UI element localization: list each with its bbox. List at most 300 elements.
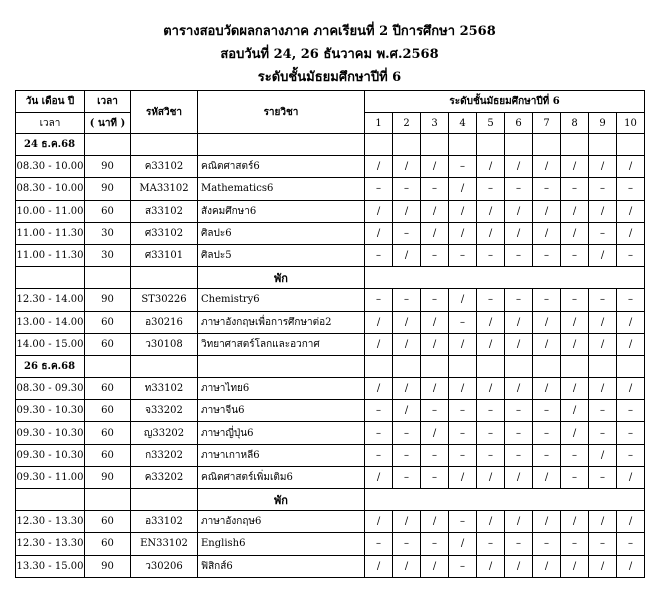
class-mark: / (421, 422, 449, 444)
class-mark: / (505, 511, 533, 533)
title-line-3: ระดับชั้นมัธยมศึกษาปีที่ 6 (257, 70, 402, 85)
class-mark: – (589, 400, 617, 422)
class-mark: – (477, 244, 505, 266)
class-number-header: 3 (421, 113, 449, 134)
class-mark: / (365, 222, 393, 244)
empty-cell (131, 355, 198, 377)
class-mark: – (421, 533, 449, 555)
exam-schedule-table (15, 90, 645, 578)
class-mark: – (393, 466, 421, 488)
class-mark: / (561, 400, 589, 422)
class-mark: / (449, 378, 477, 400)
class-mark: / (505, 333, 533, 355)
exam-time: 08.30 - 10.00 (16, 178, 85, 200)
subject-code: ST30226 (131, 289, 198, 311)
class-mark: / (393, 244, 421, 266)
subject-name: ฟิสิกส์6 (198, 555, 365, 577)
empty-cell (589, 355, 617, 377)
empty-cell (617, 134, 645, 156)
exam-duration: 90 (85, 555, 131, 577)
class-mark: – (505, 244, 533, 266)
class-mark: / (505, 222, 533, 244)
exam-duration: 60 (85, 400, 131, 422)
class-mark: – (533, 533, 561, 555)
subject-name: ภาษาไทย6 (198, 378, 365, 400)
class-mark: / (561, 378, 589, 400)
exam-time: 08.30 - 10.00 (16, 156, 85, 178)
exam-duration: 30 (85, 222, 131, 244)
class-mark: – (477, 422, 505, 444)
class-mark: – (533, 422, 561, 444)
exam-time: 09.30 - 10.30 (16, 422, 85, 444)
exam-row (16, 400, 645, 422)
class-mark: – (617, 533, 645, 555)
subject-code: ว30206 (131, 555, 198, 577)
class-mark: / (561, 200, 589, 222)
exam-duration: 60 (85, 333, 131, 355)
class-mark: / (589, 311, 617, 333)
class-mark: / (477, 466, 505, 488)
class-mark: / (365, 311, 393, 333)
exam-duration: 60 (85, 422, 131, 444)
class-mark: / (533, 511, 561, 533)
subject-code: อ33102 (131, 511, 198, 533)
break-label: พัก (198, 267, 365, 289)
class-mark: / (561, 422, 589, 444)
exam-time: 09.30 - 10.30 (16, 400, 85, 422)
subject-code: ก33202 (131, 444, 198, 466)
class-mark: / (617, 466, 645, 488)
exam-time: 14.00 - 15.00 (16, 333, 85, 355)
class-mark: / (365, 333, 393, 355)
empty-level-cell (365, 489, 645, 511)
subject-code: อ30216 (131, 311, 198, 333)
class-mark: / (617, 333, 645, 355)
class-mark: / (477, 555, 505, 577)
class-mark: / (589, 333, 617, 355)
schedule-titles (0, 20, 659, 89)
class-mark: – (449, 311, 477, 333)
class-mark: – (421, 178, 449, 200)
exam-row (16, 289, 645, 311)
empty-cell (131, 267, 198, 289)
schedule-body (16, 134, 645, 578)
exam-duration: 60 (85, 378, 131, 400)
class-mark: / (533, 555, 561, 577)
title-line-1: ตารางสอบวัดผลกลางภาค ภาคเรียนที่ 2 ปีการศึกษา 2568 (163, 24, 496, 39)
empty-cell (477, 355, 505, 377)
exam-row (16, 444, 645, 466)
exam-row (16, 200, 645, 222)
break-row (16, 267, 645, 289)
class-mark: – (561, 444, 589, 466)
class-mark: / (589, 156, 617, 178)
class-mark: / (617, 555, 645, 577)
class-mark: / (533, 378, 561, 400)
date-row (16, 355, 645, 377)
exam-time: 10.00 - 11.00 (16, 200, 85, 222)
class-mark: / (533, 222, 561, 244)
empty-cell (393, 134, 421, 156)
class-mark: / (589, 378, 617, 400)
subject-code: ญ33202 (131, 422, 198, 444)
empty-cell (16, 489, 85, 511)
class-mark: / (393, 333, 421, 355)
class-mark: / (449, 222, 477, 244)
class-mark: – (393, 222, 421, 244)
class-mark: – (561, 466, 589, 488)
empty-cell (505, 355, 533, 377)
class-mark: / (393, 311, 421, 333)
subject-name: Mathematics6 (198, 178, 365, 200)
subject-code: ศ33101 (131, 244, 198, 266)
exam-row (16, 511, 645, 533)
class-mark: – (365, 289, 393, 311)
exam-duration: 90 (85, 156, 131, 178)
class-mark: / (505, 378, 533, 400)
class-mark: / (589, 244, 617, 266)
class-mark: / (449, 333, 477, 355)
exam-row (16, 311, 645, 333)
exam-row (16, 156, 645, 178)
exam-duration: 60 (85, 200, 131, 222)
class-mark: – (617, 400, 645, 422)
empty-cell (198, 134, 365, 156)
class-mark: – (477, 444, 505, 466)
class-mark: / (617, 311, 645, 333)
empty-cell (16, 267, 85, 289)
exam-duration: 60 (85, 444, 131, 466)
class-mark: / (561, 333, 589, 355)
class-number-header: 6 (505, 113, 533, 134)
class-mark: / (617, 156, 645, 178)
break-label: พัก (198, 489, 365, 511)
class-mark: – (589, 422, 617, 444)
empty-cell (589, 134, 617, 156)
title-line-2: สอบวันที่ 24, 26 ธันวาคม พ.ศ.2568 (220, 47, 439, 62)
class-mark: – (449, 511, 477, 533)
exam-time: 09.30 - 10.30 (16, 444, 85, 466)
class-mark: / (505, 200, 533, 222)
subject-name: ภาษาเกาหลี6 (198, 444, 365, 466)
header-minutes: ( นาที ) (85, 113, 131, 134)
class-mark: – (477, 178, 505, 200)
class-mark: / (421, 200, 449, 222)
class-mark: – (449, 444, 477, 466)
class-mark: – (617, 178, 645, 200)
class-number-header: 5 (477, 113, 505, 134)
class-mark: – (505, 422, 533, 444)
class-mark: / (505, 311, 533, 333)
class-mark: – (505, 400, 533, 422)
exam-row (16, 533, 645, 555)
class-mark: / (477, 200, 505, 222)
subject-code: ค33202 (131, 466, 198, 488)
class-mark: / (561, 311, 589, 333)
class-mark: / (505, 555, 533, 577)
exam-time: 13.00 - 14.00 (16, 311, 85, 333)
exam-time: 11.00 - 11.30 (16, 244, 85, 266)
date-row (16, 134, 645, 156)
class-mark: / (477, 511, 505, 533)
class-mark: / (617, 378, 645, 400)
exam-time: 13.30 - 15.00 (16, 555, 85, 577)
subject-name: ภาษาอังกฤษ6 (198, 511, 365, 533)
header-time: เวลา (16, 113, 85, 134)
class-mark: – (561, 289, 589, 311)
empty-cell (131, 489, 198, 511)
exam-row (16, 244, 645, 266)
class-number-header: 8 (561, 113, 589, 134)
class-mark: – (393, 289, 421, 311)
class-mark: – (449, 422, 477, 444)
class-mark: / (421, 156, 449, 178)
empty-cell (365, 355, 393, 377)
class-mark: / (561, 222, 589, 244)
subject-code: ค33102 (131, 156, 198, 178)
empty-cell (421, 134, 449, 156)
class-mark: / (533, 156, 561, 178)
empty-cell (421, 355, 449, 377)
class-mark: / (393, 511, 421, 533)
empty-cell (85, 134, 131, 156)
exam-time: 12.30 - 13.30 (16, 511, 85, 533)
class-mark: – (365, 533, 393, 555)
class-mark: – (421, 244, 449, 266)
subject-name: English6 (198, 533, 365, 555)
exam-duration: 90 (85, 178, 131, 200)
class-mark: / (533, 200, 561, 222)
class-mark: / (533, 466, 561, 488)
header-duration: เวลา (85, 91, 131, 113)
subject-name: ศิลปะ5 (198, 244, 365, 266)
class-mark: – (589, 178, 617, 200)
class-mark: / (561, 511, 589, 533)
class-mark: / (365, 555, 393, 577)
class-mark: – (505, 533, 533, 555)
class-mark: / (365, 466, 393, 488)
class-mark: – (421, 466, 449, 488)
class-mark: / (449, 178, 477, 200)
class-mark: – (505, 289, 533, 311)
class-mark: – (617, 244, 645, 266)
subject-name: ภาษาญี่ปุ่น6 (198, 422, 365, 444)
class-mark: – (505, 178, 533, 200)
class-mark: – (449, 244, 477, 266)
class-mark: – (477, 400, 505, 422)
class-mark: / (477, 333, 505, 355)
exam-duration: 90 (85, 289, 131, 311)
class-mark: – (589, 533, 617, 555)
empty-cell (131, 134, 198, 156)
class-mark: – (561, 533, 589, 555)
class-mark: – (533, 289, 561, 311)
empty-cell (365, 134, 393, 156)
subject-code: MA33102 (131, 178, 198, 200)
empty-cell (449, 134, 477, 156)
class-number-header: 7 (533, 113, 561, 134)
exam-duration: 90 (85, 466, 131, 488)
header-subject: รายวิชา (198, 91, 365, 134)
exam-duration: 60 (85, 511, 131, 533)
class-mark: – (421, 400, 449, 422)
class-mark: / (449, 466, 477, 488)
class-mark: / (589, 511, 617, 533)
class-mark: – (533, 400, 561, 422)
class-mark: – (449, 400, 477, 422)
exam-date: 26 ธ.ค.68 (16, 355, 85, 377)
exam-time: 12.30 - 13.30 (16, 533, 85, 555)
class-mark: / (365, 511, 393, 533)
subject-code: จ33202 (131, 400, 198, 422)
subject-code: ศ33102 (131, 222, 198, 244)
class-mark: / (561, 156, 589, 178)
class-mark: – (365, 422, 393, 444)
class-mark: – (505, 444, 533, 466)
class-mark: – (533, 178, 561, 200)
subject-code: ท33102 (131, 378, 198, 400)
class-mark: / (477, 378, 505, 400)
class-mark: / (365, 200, 393, 222)
class-mark: – (561, 244, 589, 266)
class-mark: / (421, 378, 449, 400)
empty-cell (533, 355, 561, 377)
empty-level-cell (365, 267, 645, 289)
class-mark: – (365, 244, 393, 266)
class-mark: – (365, 178, 393, 200)
exam-row (16, 555, 645, 577)
class-mark: – (617, 289, 645, 311)
exam-time: 08.30 - 09.30 (16, 378, 85, 400)
class-number-header: 9 (589, 113, 617, 134)
class-mark: / (505, 466, 533, 488)
class-mark: / (393, 555, 421, 577)
subject-name: คณิตศาสตร์เพิ่มเติม6 (198, 466, 365, 488)
header-level: ระดับชั้นมัธยมศึกษาปีที่ 6 (365, 91, 645, 113)
class-mark: – (393, 178, 421, 200)
class-mark: / (421, 555, 449, 577)
class-mark: / (393, 156, 421, 178)
break-row (16, 489, 645, 511)
class-mark: – (393, 533, 421, 555)
subject-code: ว30108 (131, 333, 198, 355)
subject-name: สังคมศึกษา6 (198, 200, 365, 222)
class-mark: / (561, 555, 589, 577)
exam-row (16, 178, 645, 200)
class-number-header: 2 (393, 113, 421, 134)
exam-row (16, 466, 645, 488)
class-mark: / (477, 156, 505, 178)
class-mark: / (477, 311, 505, 333)
class-mark: / (365, 378, 393, 400)
class-mark: / (533, 311, 561, 333)
class-mark: – (617, 444, 645, 466)
subject-name: วิทยาศาสตร์โลกและอวกาศ (198, 333, 365, 355)
exam-time: 12.30 - 14.00 (16, 289, 85, 311)
class-mark: – (561, 178, 589, 200)
class-mark: / (393, 400, 421, 422)
class-mark: / (421, 222, 449, 244)
empty-cell (85, 267, 131, 289)
empty-cell (449, 355, 477, 377)
class-mark: – (589, 222, 617, 244)
class-mark: / (589, 555, 617, 577)
class-number-header: 4 (449, 113, 477, 134)
exam-duration: 60 (85, 311, 131, 333)
class-mark: / (421, 511, 449, 533)
class-mark: – (477, 533, 505, 555)
subject-code: EN33102 (131, 533, 198, 555)
class-mark: / (393, 200, 421, 222)
class-mark: / (421, 333, 449, 355)
empty-cell (617, 355, 645, 377)
class-number-header: 1 (365, 113, 393, 134)
class-number-header: 10 (617, 113, 645, 134)
empty-cell (561, 355, 589, 377)
class-mark: – (533, 444, 561, 466)
empty-cell (85, 489, 131, 511)
class-mark: – (393, 422, 421, 444)
empty-cell (561, 134, 589, 156)
class-mark: / (449, 533, 477, 555)
class-mark: / (589, 200, 617, 222)
class-mark: – (449, 156, 477, 178)
empty-cell (533, 134, 561, 156)
exam-duration: 30 (85, 244, 131, 266)
empty-cell (505, 134, 533, 156)
class-mark: / (589, 444, 617, 466)
class-mark: – (365, 444, 393, 466)
subject-name: ภาษาอังกฤษเพื่อการศึกษาต่อ2 (198, 311, 365, 333)
class-mark: / (505, 156, 533, 178)
class-mark: / (449, 200, 477, 222)
empty-cell (85, 355, 131, 377)
header-code: รหัสวิชา (131, 91, 198, 134)
subject-name: Chemistry6 (198, 289, 365, 311)
class-mark: / (477, 222, 505, 244)
exam-date: 24 ธ.ค.68 (16, 134, 85, 156)
class-mark: – (421, 444, 449, 466)
empty-cell (393, 355, 421, 377)
exam-row (16, 333, 645, 355)
class-mark: – (617, 422, 645, 444)
class-mark: – (533, 244, 561, 266)
class-mark: / (533, 333, 561, 355)
class-mark: / (617, 511, 645, 533)
exam-duration: 60 (85, 533, 131, 555)
class-mark: / (393, 378, 421, 400)
class-mark: / (449, 289, 477, 311)
class-mark: / (421, 311, 449, 333)
class-mark: – (421, 289, 449, 311)
subject-name: ศิลปะ6 (198, 222, 365, 244)
exam-time: 09.30 - 11.00 (16, 466, 85, 488)
exam-time: 11.00 - 11.30 (16, 222, 85, 244)
empty-cell (477, 134, 505, 156)
empty-cell (198, 355, 365, 377)
exam-row (16, 378, 645, 400)
subject-code: ส33102 (131, 200, 198, 222)
class-mark: – (449, 555, 477, 577)
class-mark: – (477, 289, 505, 311)
class-mark: – (589, 466, 617, 488)
subject-name: คณิตศาสตร์6 (198, 156, 365, 178)
class-mark: / (617, 200, 645, 222)
class-mark: – (589, 289, 617, 311)
class-mark: – (393, 444, 421, 466)
class-mark: / (617, 222, 645, 244)
subject-name: ภาษาจีน6 (198, 400, 365, 422)
